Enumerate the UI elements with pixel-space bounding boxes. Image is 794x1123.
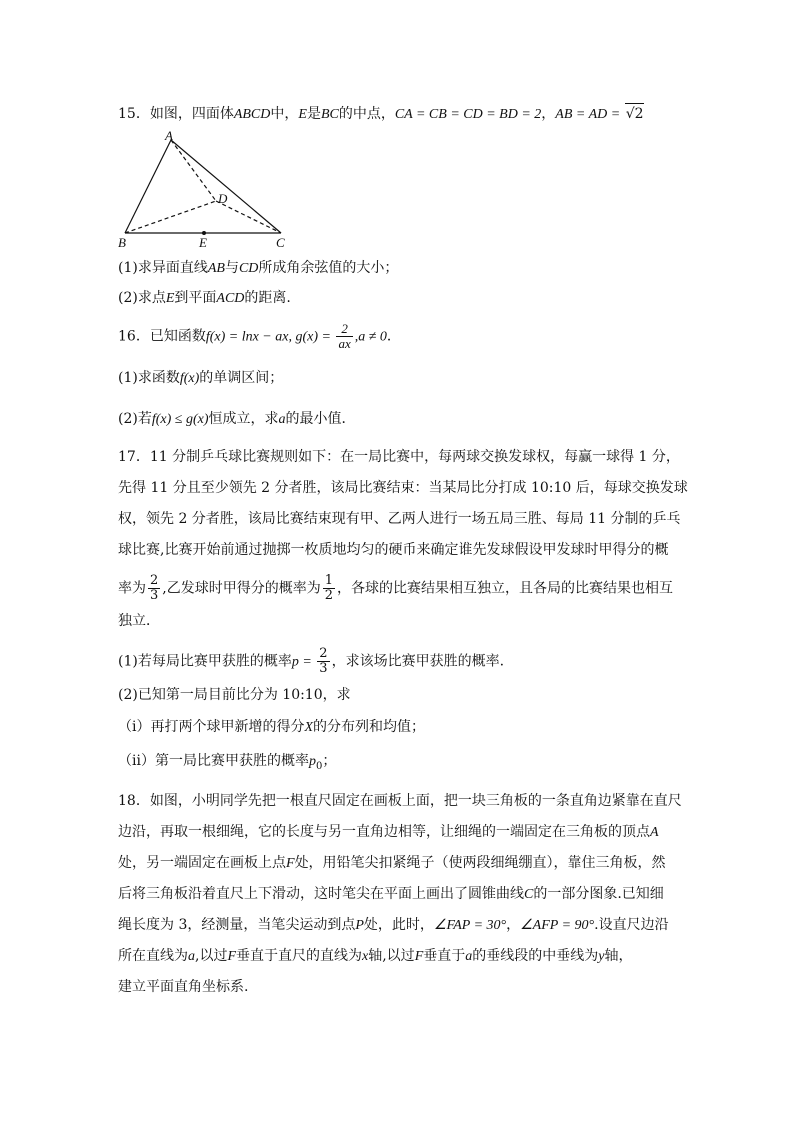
q17-p1-den: 3 [319, 661, 328, 676]
q15-point-e: E [298, 107, 307, 122]
q15-text: 中， [270, 106, 299, 122]
q18-text: 轴， [604, 948, 633, 964]
q18-var-a: a [188, 949, 195, 964]
q16-p2-text: (2)若 [118, 411, 152, 427]
q18-line3 [118, 853, 666, 874]
q16-part2 [118, 409, 356, 430]
q16-frac-num: 2 [336, 322, 352, 337]
q17-line2: 先得 11 分且至少领先 2 分者胜，该局比赛结束：当某局比分打成 10:10 后，每球交换发球 [118, 480, 688, 496]
q17-s1-x: X [304, 720, 314, 735]
tetrahedron-figure [115, 128, 300, 253]
q16-p2-ineq: f(x) ≤ g(x) [151, 412, 209, 427]
q15-stem [118, 103, 644, 125]
q15-p2-acd: ACD [216, 291, 245, 306]
q17-frac1 [148, 574, 160, 603]
q17-line1: 17．11 分制乒乓球比赛规则如下：在一局比赛中，每两球交换发球权，每赢一球得 1 分， [118, 449, 680, 465]
q16-dot: ． [386, 328, 401, 345]
q17-part2: (2)已知第一局目前比分为 10:10，求 [118, 687, 351, 703]
q18-text: 处，另一端固定在画板上点 [118, 855, 286, 871]
q15-stem-text: 15．如图，四面体 [118, 106, 234, 122]
q18-text: 垂直于直尺的直线为 [236, 948, 363, 964]
q16-frac-den: ax [338, 336, 351, 351]
edge-ad [171, 140, 216, 201]
q18-line6 [118, 946, 632, 967]
q16-p2-text: 的最小值． [285, 411, 356, 427]
q17-s2-sub: 0 [315, 760, 323, 772]
q16-stem-text: 16．已知函数 [118, 328, 206, 345]
q15-part1 [118, 258, 398, 279]
q15-p2-e: E [165, 291, 175, 306]
q15-p1-cd: CD [238, 261, 259, 276]
q15-text: 的中点， [338, 106, 395, 122]
q16-fdef: f(x) = lnx − ax, g(x) = [205, 329, 335, 345]
label-b: B [118, 235, 126, 250]
q17-p1-text: (1)若每局比赛甲获胜的概率 [118, 653, 292, 670]
q16-p2-text: 恒成立，求 [208, 411, 279, 427]
q17-s2-text: ； [322, 753, 337, 769]
q18-line5 [118, 915, 669, 936]
q17-p1-num: 2 [319, 646, 328, 661]
q18-text: ， [506, 917, 521, 933]
q18-angle-fap: ∠FAP = 30° [433, 918, 507, 933]
q17-frac2-num: 1 [324, 573, 334, 588]
q17-text: ,乙发球时甲得分的概率为 [162, 580, 321, 597]
q18-text: ,以过 [195, 948, 228, 964]
q17-line5 [118, 574, 673, 603]
q18-text: .设直尺边沿 [594, 917, 669, 933]
q18-text: 处，用铅笔尖扣紧绳子（使两段细绳绷直），靠住三角板，然 [294, 855, 666, 871]
q18-text: 垂直于 [423, 948, 466, 964]
q17-s2-text: （ⅱ）第一局比赛甲获胜的概率 [118, 753, 309, 769]
q17-line6: 独立． [118, 613, 160, 629]
q15-p1-text: 所成角余弦值的大小； [258, 260, 399, 276]
q17-text: ，各球的比赛结果相互独立，且各局的比赛结果也相互 [337, 580, 674, 597]
q17-s1-text: （ⅰ）再打两个球甲新增的得分 [118, 719, 305, 735]
q15-part2 [118, 288, 291, 309]
q18-text: 的一部分图象.已知细 [533, 886, 664, 902]
q17-line4: 球比赛,比赛开始前通过抛掷一枚质地均匀的硬币来确定谁先发球假设甲发球时甲得分的概 [118, 542, 669, 558]
q18-point-f: F [227, 949, 237, 964]
q18-line2 [118, 822, 659, 843]
q18-curve-c: C [524, 887, 534, 902]
q17-frac2-den: 2 [324, 588, 334, 603]
q15-p1-text: 与 [224, 260, 239, 276]
sqrt-symbol: √2 [625, 103, 644, 124]
q17-p1-p: p = [291, 654, 316, 670]
q15-eq2: AB = AD = [555, 107, 624, 122]
q17-frac2 [323, 574, 335, 603]
q15-tetra: ABCD [233, 107, 271, 122]
q18-line7: 建立平面直角坐标系. [118, 979, 249, 995]
q18-point-a: A [650, 825, 659, 840]
q18-point-f: F [286, 856, 295, 871]
label-d: D [218, 191, 228, 206]
q18-text: 的垂线段的中垂线为 [472, 948, 599, 964]
q17-frac1-num: 2 [150, 573, 159, 588]
q18-text: 所在直线为 [118, 948, 188, 964]
q15-sqrt-arg: 2 [634, 106, 644, 122]
q18-text: 后将三角板沿着直尺上下滑动，这时笔尖在平面上画出了圆锥曲线 [118, 886, 524, 902]
q16-p1-f: f(x) [179, 371, 200, 386]
q15-p1-text: (1)求异面直线 [118, 260, 208, 276]
q17-frac1-den: 3 [150, 588, 159, 603]
q15-p1-ab: AB [207, 261, 225, 276]
q18-text: 绳长度为 3，经测量，当笔尖运动到点 [118, 917, 356, 933]
label-c: C [276, 235, 285, 250]
q17-s1-text: 的分布列和均值； [313, 719, 426, 735]
q15-segment-bc: BC [320, 107, 339, 122]
q18-text: 处，此时， [363, 917, 434, 933]
q16-p1-text: (1)求函数 [118, 370, 180, 386]
label-a: A [165, 128, 173, 143]
q15-p2-text: 到平面 [174, 290, 217, 306]
q17-sub2 [118, 751, 336, 777]
q16-stem [118, 322, 401, 351]
q15-text: ， [541, 106, 556, 122]
edge-ab [125, 140, 171, 233]
q16-cond: ,a ≠ 0 [354, 329, 387, 345]
q17-p1-frac [317, 647, 329, 676]
edge-ac [171, 140, 281, 233]
q15-eq1: CA = CB = CD = BD = 2 [394, 107, 542, 122]
q18-line4 [118, 884, 664, 905]
q17-sub1 [118, 717, 425, 738]
label-e: E [199, 235, 207, 250]
q15-p2-text: 的距离. [244, 290, 291, 306]
q16-fraction [336, 322, 352, 351]
q18-axis-x: x [362, 949, 369, 964]
q18-text: 边沿，再取一根细绳，它的长度与另一直角边相等，让细绳的一端固定在三角板的顶点 [118, 824, 650, 840]
q18-point-p: P [355, 918, 364, 933]
q18-angle-afp: ∠AFP = 90° [520, 918, 595, 933]
q17-line3: 权，领先 2 分者胜，该局比赛结束现有甲、乙两人进行一场五局三胜、每局 11 分制的乒乓 [118, 511, 681, 527]
q15-p2-text: (2)求点 [118, 290, 166, 306]
q18-point-f: F [414, 949, 424, 964]
q17-part1 [118, 647, 504, 676]
q18-line1: 18．如图，小明同学先把一根直尺固定在画板上面，把一块三角板的一条直角边紧靠在直尺 [118, 793, 682, 809]
q16-part1 [118, 368, 283, 389]
q18-axis-y: y [598, 949, 605, 964]
q17-text: 率为 [118, 580, 146, 597]
q17-s2-p: p [308, 754, 316, 769]
q15-text: 是 [306, 106, 321, 122]
q16-p2-a: a [278, 412, 286, 427]
q17-p1-text: ，求该场比赛甲获胜的概率. [331, 653, 505, 670]
q18-var-a: a [465, 949, 473, 964]
q18-text: 轴,以过 [368, 948, 415, 964]
q16-p1-text: 的单调区间； [199, 370, 284, 386]
